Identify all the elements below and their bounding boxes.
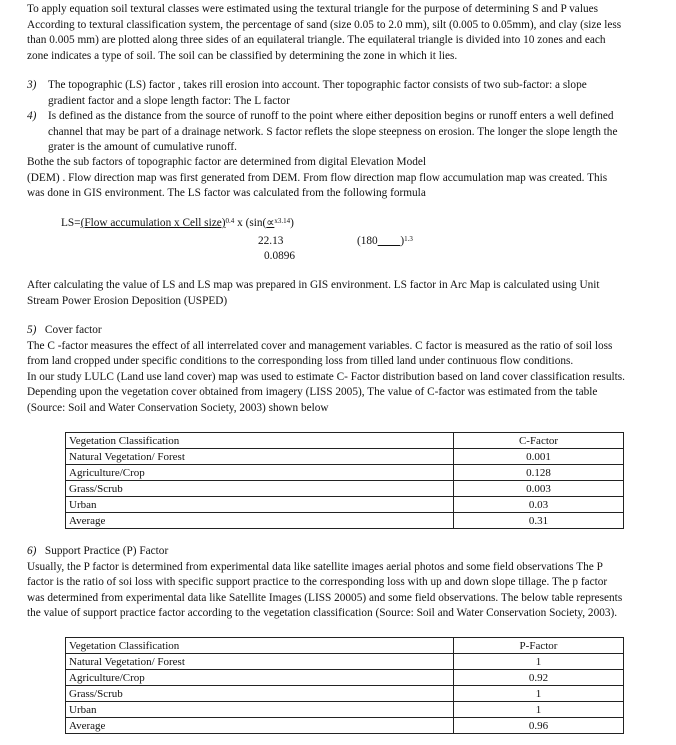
text-line: gradient factor and a slope length factor: The L factor bbox=[48, 94, 290, 107]
section-heading bbox=[27, 323, 648, 339]
text-line: (Source: Soil and Water Conservation Society, 2003) shown below bbox=[27, 401, 329, 414]
table-row bbox=[66, 670, 624, 686]
text-line: zone indicates a type of soil. The soil can be classified by determining the zone in which it lies. bbox=[27, 49, 458, 62]
p-factor-table bbox=[65, 637, 624, 734]
table-cell: 0.003 bbox=[454, 481, 624, 497]
section-heading bbox=[27, 544, 648, 560]
table-row bbox=[66, 654, 624, 670]
table-row bbox=[66, 465, 624, 481]
table-cell: Agriculture/Crop bbox=[66, 465, 454, 481]
text-line: from land cropped under specific conditions to the corresponding loss from tilled land under continuous flow conditions. bbox=[27, 355, 574, 368]
text-line: Depending upon the vegetation cover obtained from imagery (LISS 2005), The value of C-factor was estimated from the table bbox=[27, 386, 598, 399]
text-line: grater is the amount of cumulative runoff. bbox=[48, 141, 237, 154]
after-formula-paragraph bbox=[27, 278, 648, 309]
section-title: Cover factor bbox=[44, 324, 102, 336]
formula-exponent: 1.3 bbox=[404, 235, 413, 243]
formula-right-open: (180 bbox=[357, 235, 378, 247]
table-cell: Natural Vegetation/ Forest bbox=[66, 654, 454, 670]
table-header-cell: Vegetation Classification bbox=[66, 638, 454, 654]
formula-denominator-2: 0.0896 bbox=[264, 250, 296, 262]
formula-close: ) bbox=[290, 217, 294, 229]
table-cell: 0.31 bbox=[454, 513, 624, 529]
table-cell: 0.128 bbox=[454, 465, 624, 481]
list-number: 4) bbox=[27, 110, 37, 122]
text-line: The C -factor measures the effect of all interrelated cover and management variables. C factor is measured as the ratio of soil loss bbox=[27, 339, 613, 352]
table-cell: Agriculture/Crop bbox=[66, 670, 454, 686]
table-header-row bbox=[66, 638, 624, 654]
list-number: 3) bbox=[27, 79, 37, 91]
formula-lhs: LS= bbox=[61, 217, 81, 229]
table-header-cell: C-Factor bbox=[454, 433, 624, 449]
table-row bbox=[66, 449, 624, 465]
text-line: was done in GIS environment. The LS factor was calculated from the following formula bbox=[27, 187, 426, 200]
table-header-cell: P-Factor bbox=[454, 638, 624, 654]
dem-paragraph bbox=[27, 155, 648, 202]
text-line: (DEM) . Flow direction map was first generated from DEM. From flow direction map flow accumulation map was created. This bbox=[27, 171, 608, 184]
table-row bbox=[66, 686, 624, 702]
text-line: To apply equation soil textural classes were estimated using the textural triangle for the purpose of determining S and P values bbox=[27, 3, 599, 15]
text-line: factor is the ratio of soi loss with specific support practice to the corresponding loss with up and down slope tillage. The p factor bbox=[27, 576, 608, 589]
table-cell: 0.92 bbox=[454, 670, 624, 686]
table-header-cell: Vegetation Classification bbox=[66, 433, 454, 449]
table-row bbox=[66, 513, 624, 529]
table-cell: Average bbox=[66, 513, 454, 529]
text-line: Usually, the P factor is determined from experimental data like satellite images aerial photos and some field observations The P bbox=[27, 560, 603, 573]
c-factor-table bbox=[65, 432, 624, 529]
text-line: After calculating the value of LS and LS map was prepared in GIS environment. LS factor in Arc Map is calculated using Unit bbox=[27, 279, 600, 291]
support-practice-section bbox=[27, 544, 648, 622]
text-line: Is defined as the distance from the source of runoff to the point where either deposition begins or runoff enters a well defined bbox=[48, 110, 614, 122]
text-line: was determined from experimental data like Satellite Images (LISS 20005) and some field observations. The below table represents bbox=[27, 591, 623, 604]
table-cell: 0.001 bbox=[454, 449, 624, 465]
cover-factor-section bbox=[27, 323, 648, 417]
formula-inner: ∝ bbox=[266, 217, 275, 229]
text-line: channel that may be part of a drainage network. S factor reflets the slope steepness on erosion. The longer the slope length the bbox=[48, 125, 618, 138]
table-row bbox=[66, 702, 624, 718]
table-row bbox=[66, 497, 624, 513]
table-cell: 1 bbox=[454, 686, 624, 702]
formula-denominator-1: 22.13 bbox=[258, 235, 284, 247]
table-cell: Urban bbox=[66, 497, 454, 513]
table-cell: Grass/Scrub bbox=[66, 481, 454, 497]
text-line: According to textural classification system, the percentage of sand (size 0.05 to 2.0 mm), silt (0.005 to 0.05mm), and clay (size less bbox=[27, 18, 622, 31]
section-title: Support Practice (P) Factor bbox=[44, 545, 169, 557]
table-cell: Urban bbox=[66, 702, 454, 718]
table-cell: Average bbox=[66, 718, 454, 734]
text-line: Stream Power Erosion Deposition (USPED) bbox=[27, 294, 228, 307]
text-line: the value of support practice factor according to the vegetation classification (Source: Soil and Water Conservation Society, 2003). bbox=[27, 607, 618, 620]
table-row bbox=[66, 718, 624, 734]
table-cell: 1 bbox=[454, 702, 624, 718]
formula-right-close: ) bbox=[400, 235, 405, 247]
section-number: 6) bbox=[27, 545, 37, 557]
list-item-4 bbox=[27, 109, 648, 156]
formula-numerator-line bbox=[61, 216, 294, 232]
text-line: In our study LULC (Land use land cover) map was used to estimate C- Factor distribution based on land cover classification results. bbox=[27, 370, 625, 383]
table-cell: Natural Vegetation/ Forest bbox=[66, 449, 454, 465]
table-cell: 1 bbox=[454, 654, 624, 670]
formula-exponent: 0.4 bbox=[225, 217, 235, 225]
list-item-3 bbox=[27, 78, 648, 109]
intro-paragraph bbox=[27, 2, 648, 64]
section-number: 5) bbox=[27, 324, 37, 336]
text-line: The topographic (LS) factor , takes rill erosion into account. Ther topographic factor consists of two sub-factor: a slope bbox=[48, 79, 587, 91]
text-line: Bothe the sub factors of topographic factor are determined from digital Elevation Model bbox=[27, 156, 427, 168]
table-cell: 0.96 bbox=[454, 718, 624, 734]
formula-mid: x (sin( bbox=[234, 217, 267, 229]
formula-numerator: (Flow accumulation x Cell size) bbox=[80, 217, 226, 229]
formula-right-term bbox=[357, 234, 413, 250]
formula-exponent: x3.14 bbox=[274, 217, 291, 225]
table-cell: Grass/Scrub bbox=[66, 686, 454, 702]
table-cell: 0.03 bbox=[454, 497, 624, 513]
table-header-row bbox=[66, 433, 624, 449]
formula-right-blank: ____ bbox=[377, 235, 401, 247]
table-row bbox=[66, 481, 624, 497]
text-line: than 0.005 mm) are plotted along three sides of an equilateral triangle. The equilateral triangle is divided into 10 zones and each bbox=[27, 34, 606, 47]
